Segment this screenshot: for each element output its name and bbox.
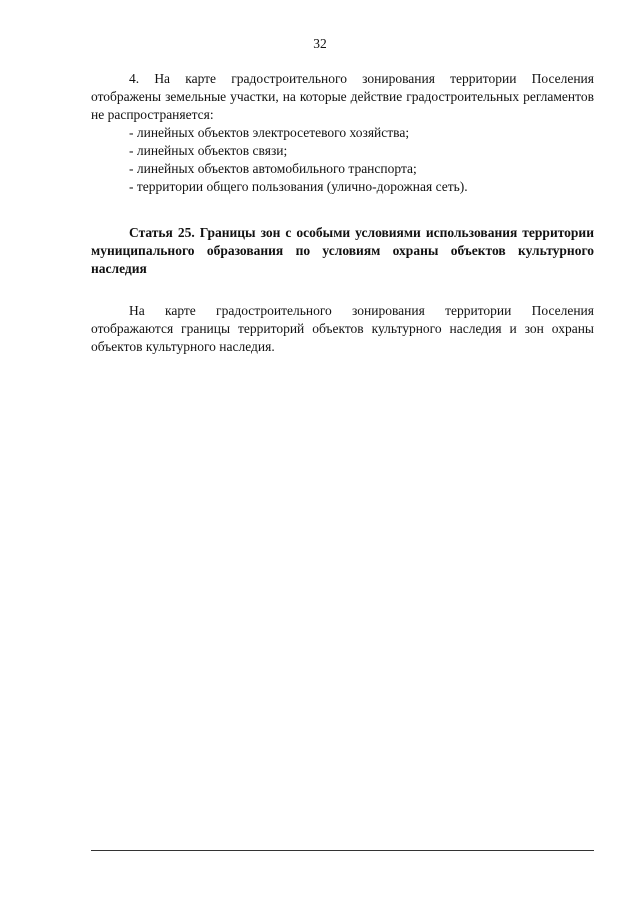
list-item: - линейных объектов связи; (129, 143, 288, 158)
list-item: - линейных объектов автомобильного транспорта; (129, 161, 417, 176)
list-item: - территории общего пользования (улично-дорожная сеть). (129, 179, 468, 194)
paragraph-cultural-heritage: На карте градостроительного зонирования территории Поселения отображаются границы территорий объектов культурного наследия и зон охраны объектов культурного наследия. (91, 303, 594, 354)
article-25-heading: Статья 25. Границы зон с особыми условиями использования территории муниципального образования по условиям охраны объектов культурного наследия (91, 225, 594, 276)
paragraph-zoning-map-plots: 4. На карте градостроительного зонирования территории Поселения отображены земельные участки, на которые действие градостроительных регламентов не распространяется: (91, 71, 594, 122)
footer-divider (91, 850, 594, 851)
exempt-objects-list (91, 124, 594, 196)
list-item: - линейных объектов электросетевого хозяйства; (129, 125, 410, 140)
document-body (91, 70, 594, 356)
page-number: 32 (313, 36, 327, 51)
